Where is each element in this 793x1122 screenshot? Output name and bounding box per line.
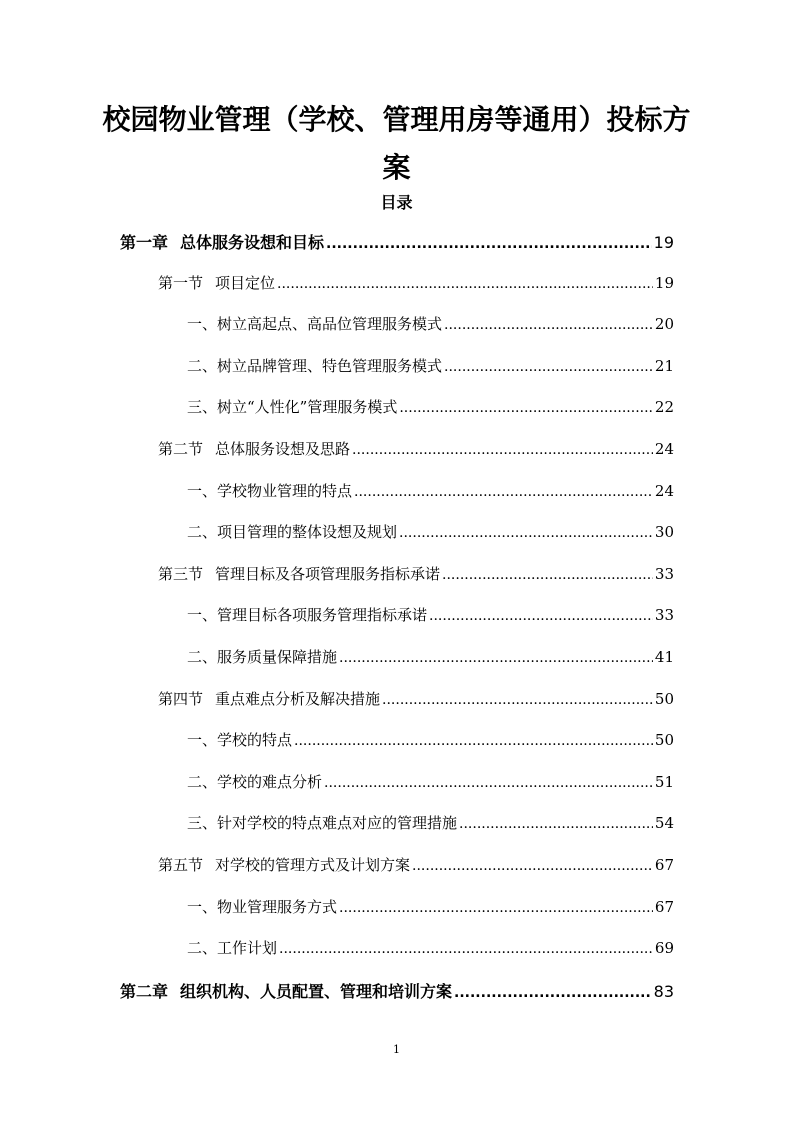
toc-entry-text: 重点难点分析及解决措施	[215, 689, 381, 708]
toc-entry-page: 30	[654, 523, 674, 542]
toc-entry-label	[187, 313, 442, 334]
toc-entry[interactable]	[187, 355, 674, 379]
toc-entry-text: 三、针对学校的特点难点对应的管理措施	[187, 814, 458, 833]
toc-entry-page: 50	[654, 689, 674, 708]
toc-entry-text: 一、学校物业管理的特点	[187, 481, 353, 500]
toc-entry-label	[120, 230, 324, 253]
toc-entry-text: 总体服务设想及思路	[215, 440, 351, 458]
toc-entry[interactable]	[158, 438, 674, 462]
toc-entry-label	[187, 646, 337, 667]
toc-entry-number: 第二节	[158, 440, 204, 458]
toc-entry-label	[187, 480, 352, 501]
toc-entry-text: 总体服务设想和目标	[180, 233, 325, 252]
toc-entry-page: 19	[653, 233, 674, 252]
page-number: 1	[393, 1043, 400, 1056]
toc-entry[interactable]	[187, 480, 674, 504]
toc-dot-leader	[399, 525, 653, 541]
toc-entry-label	[187, 355, 442, 376]
toc-entry-page: 21	[654, 356, 674, 375]
toc-entry[interactable]	[187, 646, 674, 670]
toc-entry-label	[187, 604, 427, 625]
toc-entry-number: 第四节	[158, 689, 204, 708]
toc-entry-text: 一、树立高起点、高品位管理服务模式	[187, 315, 443, 334]
toc-heading: 目录	[380, 193, 413, 212]
toc-entry-text: 一、学校的特点	[187, 731, 293, 750]
toc-entry-number: 第三节	[158, 564, 204, 583]
toc-dot-leader	[339, 900, 653, 916]
toc-dot-leader	[399, 400, 653, 416]
toc-entry-page: 24	[654, 440, 674, 458]
toc-entry[interactable]	[187, 396, 674, 420]
toc-entry-label	[158, 688, 380, 709]
toc-entry-text: 二、工作计划	[187, 939, 278, 958]
toc-entry-text: 二、项目管理的整体设想及规划	[187, 523, 398, 542]
toc-entry[interactable]	[187, 896, 674, 920]
toc-entry-label	[187, 729, 292, 750]
document-title: 校园物业管理（学校、管理用房等通用）投标方案	[102, 103, 691, 184]
toc-dot-leader	[354, 484, 653, 500]
toc-entry-page: 51	[654, 772, 674, 791]
toc-dot-leader	[279, 941, 653, 957]
toc-entry[interactable]	[158, 688, 674, 712]
toc-entry[interactable]	[187, 937, 674, 961]
toc-entry[interactable]	[187, 604, 674, 628]
toc-entry-text: 二、学校的难点分析	[187, 772, 323, 791]
toc-entry-label	[187, 896, 337, 917]
toc-dot-leader	[294, 733, 653, 749]
toc-entry-label	[187, 396, 397, 417]
toc-entry-page: 22	[654, 398, 674, 417]
toc-dot-leader	[277, 276, 653, 292]
toc-dot-leader	[324, 775, 653, 791]
toc-entry[interactable]	[158, 854, 674, 878]
toc-entry-number: 第一节	[158, 273, 204, 292]
toc-dot-leader	[444, 359, 653, 375]
toc-entry-page: 67	[654, 897, 674, 916]
toc-entry-text: 一、管理目标各项服务管理指标承诺	[187, 606, 428, 625]
toc-entry-page: 41	[654, 648, 674, 666]
toc-dot-leader	[442, 567, 653, 583]
toc-entry[interactable]	[120, 230, 674, 254]
toc-entry-text: 一、物业管理服务方式	[187, 897, 338, 916]
toc-entry-label	[120, 979, 452, 1002]
toc-entry-number: 第二章	[120, 981, 169, 1001]
toc-entry-page: 54	[654, 814, 674, 833]
toc-entry[interactable]	[158, 272, 674, 296]
toc-entry-label	[158, 272, 275, 293]
toc-entry-text: 管理目标及各项管理服务指标承诺	[215, 564, 441, 583]
toc-entry-label	[187, 521, 397, 542]
toc-entry-page: 20	[654, 315, 674, 334]
toc-dot-leader	[339, 650, 653, 666]
toc-dot-leader	[326, 236, 652, 252]
toc-entry-page: 50	[654, 731, 674, 750]
toc-entry-page: 19	[654, 273, 674, 292]
toc-entry-label	[187, 937, 277, 958]
toc-dot-leader	[352, 442, 653, 458]
toc-entry-label	[187, 812, 457, 833]
toc-entry-text: 组织机构、人员配置、管理和培训方案	[180, 981, 453, 1001]
toc-entry-page: 24	[654, 481, 674, 500]
toc-entry-page: 83	[653, 981, 674, 1001]
toc-dot-leader	[382, 692, 653, 708]
toc-entry-number: 第一章	[120, 233, 169, 252]
toc-entry[interactable]	[187, 771, 674, 795]
toc-entry[interactable]	[120, 979, 674, 1003]
toc-dot-leader	[459, 816, 653, 832]
toc-entry-label	[158, 854, 410, 875]
toc-entry-label	[187, 771, 322, 792]
toc-entry-page: 69	[654, 939, 674, 958]
toc-entry-text: 二、服务质量保障措施	[187, 648, 338, 666]
toc-entry-page: 67	[654, 856, 674, 874]
toc-entry-text: 项目定位	[215, 273, 276, 292]
toc-entry-number: 第五节	[158, 856, 204, 874]
toc-entry[interactable]	[187, 812, 674, 836]
toc-dot-leader	[444, 317, 653, 333]
toc-entry-page: 33	[654, 606, 674, 625]
toc-entry-label	[158, 438, 350, 459]
toc-dot-leader	[429, 608, 653, 624]
toc-entry-text: 三、树立“人性化”管理服务模式	[187, 398, 398, 417]
toc-dot-leader	[412, 858, 653, 874]
toc-entry-page: 33	[654, 564, 674, 583]
toc-entry[interactable]	[187, 729, 674, 753]
toc-entry-label	[158, 563, 440, 584]
toc-entry-text: 对学校的管理方式及计划方案	[215, 856, 411, 874]
toc-entry[interactable]	[158, 563, 674, 587]
toc-dot-leader	[454, 985, 652, 1001]
toc-entry[interactable]	[187, 521, 674, 545]
toc-entry-text: 二、树立品牌管理、特色管理服务模式	[187, 356, 443, 375]
toc-entry[interactable]	[187, 313, 674, 337]
